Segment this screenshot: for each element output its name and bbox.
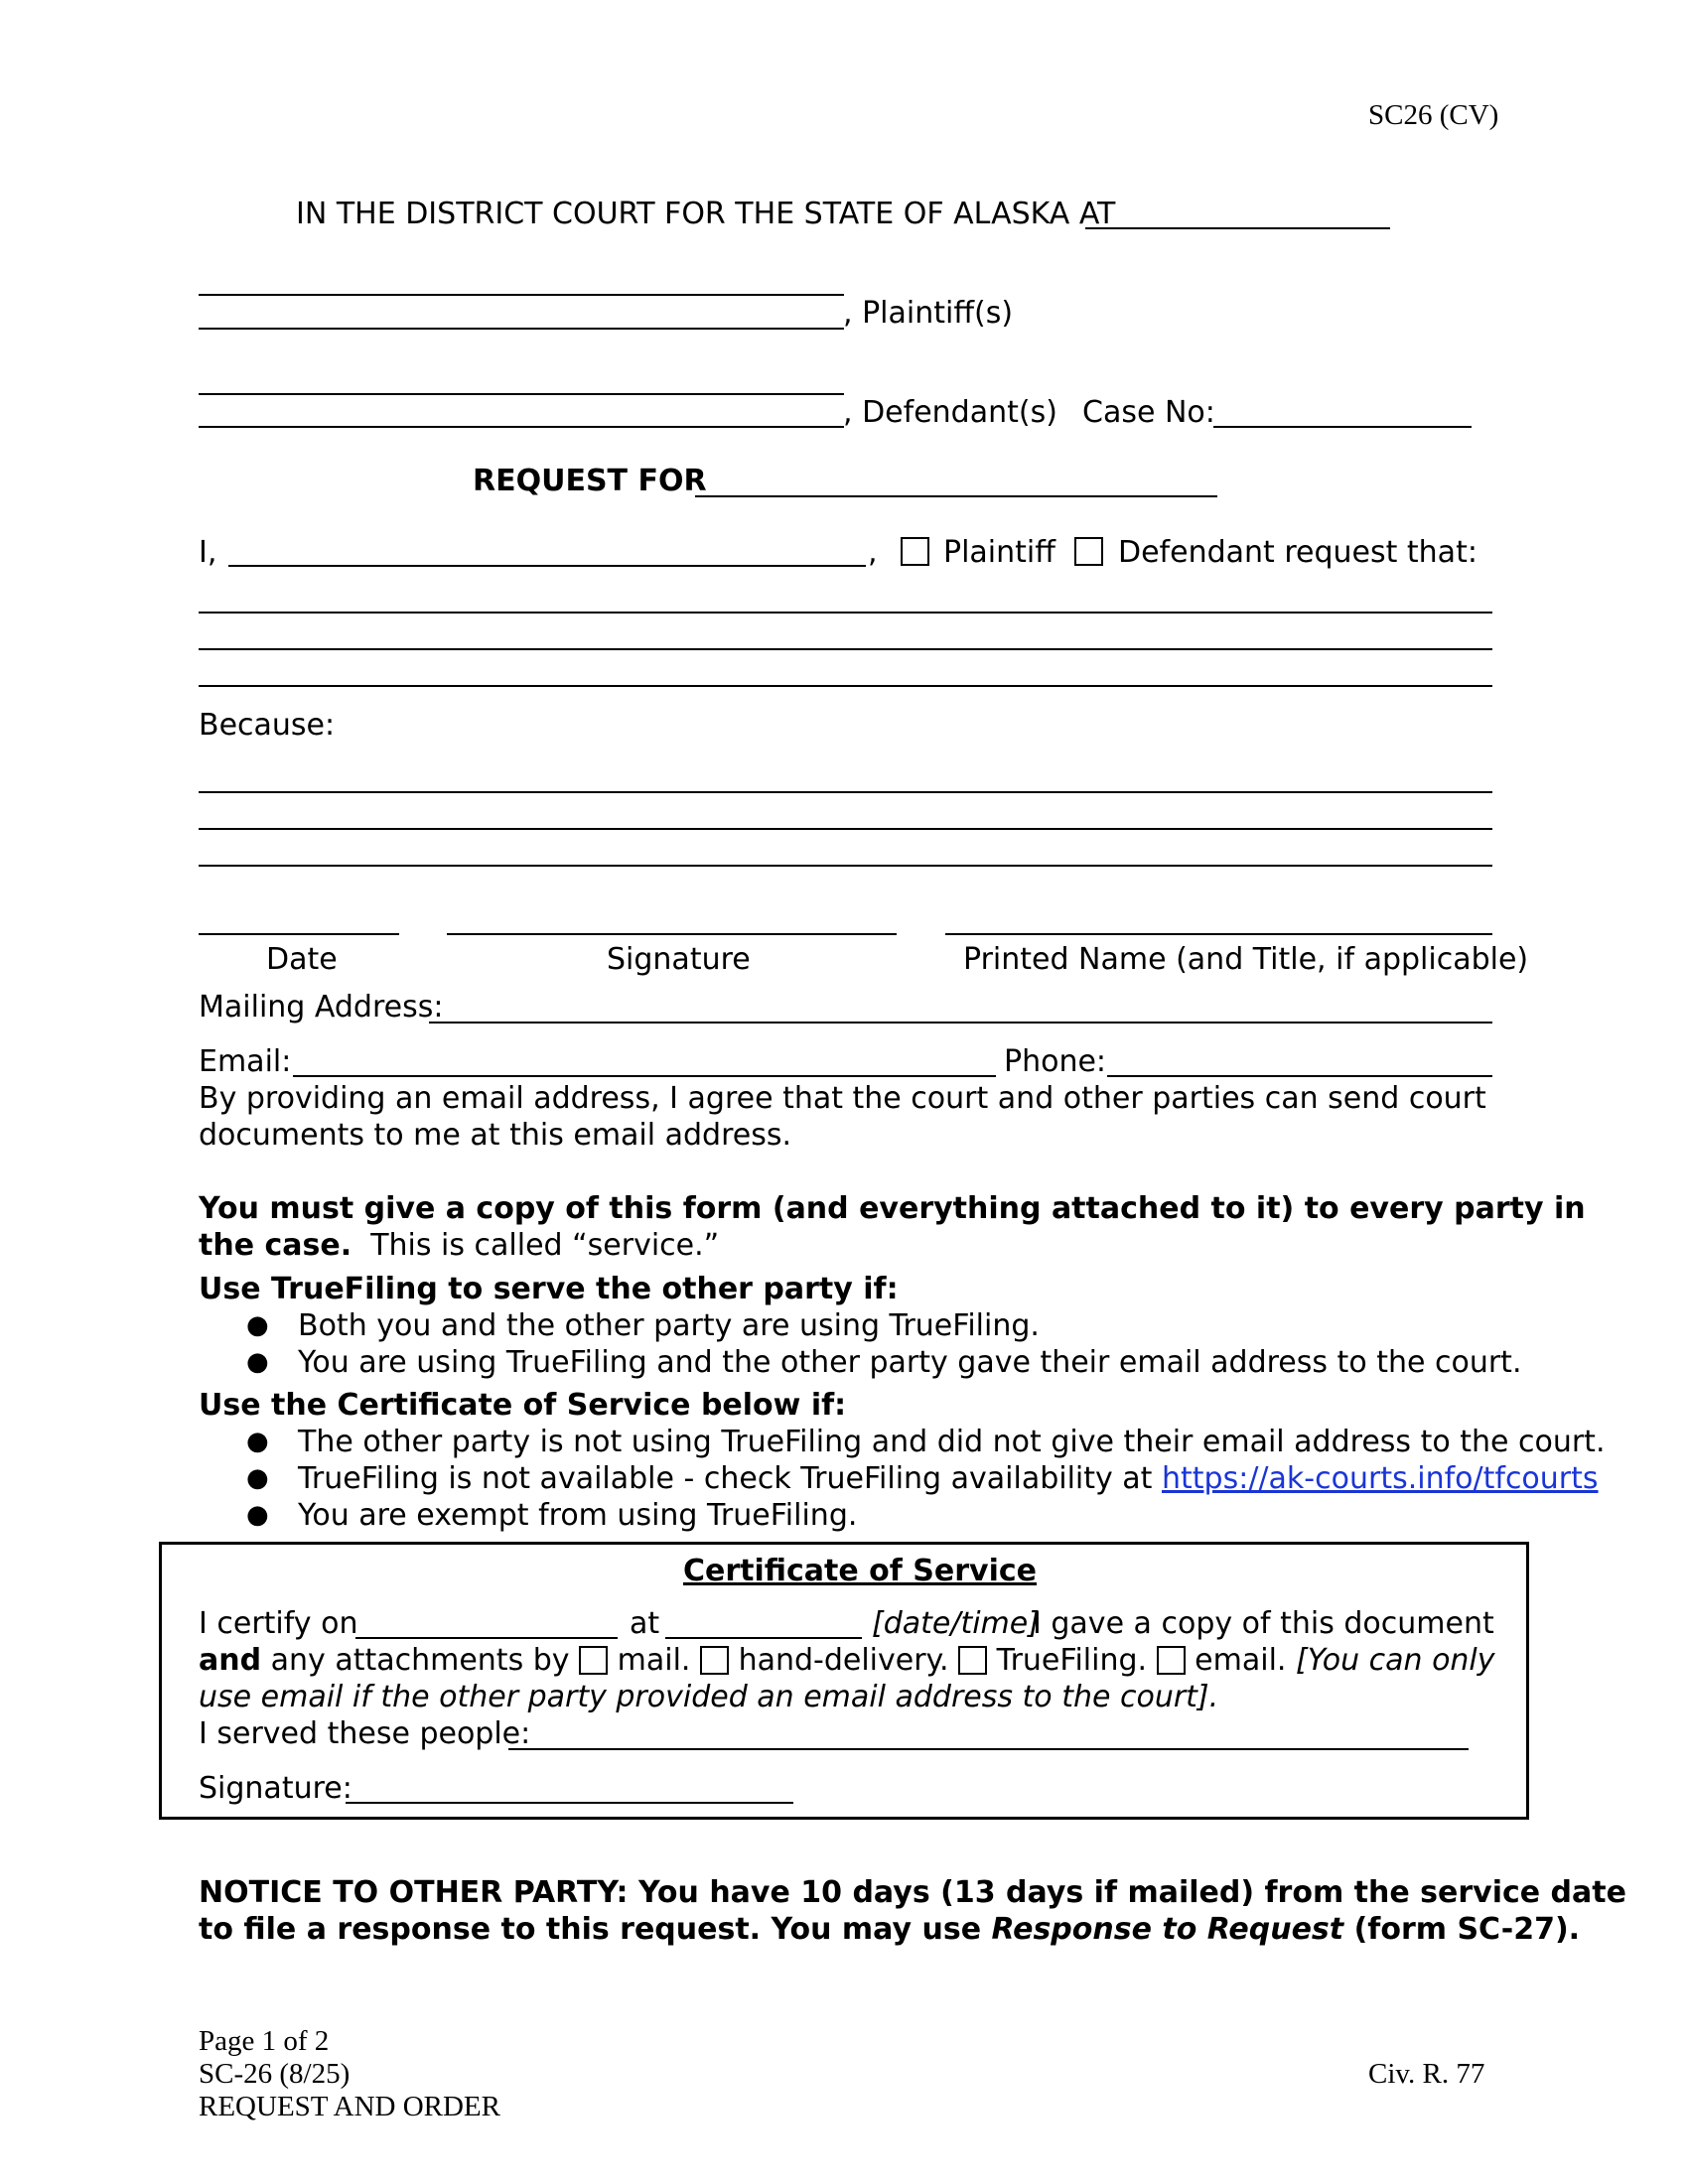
mailing-address-label: Mailing Address: (199, 990, 444, 1024)
request-text-line-1[interactable] (199, 612, 1492, 614)
served-people-field[interactable] (508, 1748, 1469, 1750)
certificate-heading: Use the Certificate of Service below if: (199, 1388, 847, 1423)
hand-delivery-checkbox[interactable] (700, 1646, 729, 1675)
bullet-icon: ● (246, 1427, 269, 1456)
and-text: and (199, 1643, 262, 1678)
page-number: Page 1 of 2 (199, 2025, 330, 2057)
date-time-hint: [date/time] (872, 1606, 1040, 1641)
service-instruction-line-2 (199, 1228, 719, 1263)
certificate-item-3: You are exempt from using TrueFiling. (298, 1498, 858, 1533)
truefiling-link[interactable]: https://ak-courts.info/tfcourts (1162, 1461, 1599, 1496)
plaintiff-label: , Plaintiff(s) (843, 296, 1014, 331)
civil-rule: Civ. R. 77 (1368, 2058, 1485, 2090)
phone-label: Phone: (1004, 1044, 1107, 1079)
defendant-name-line-2[interactable] (199, 426, 844, 428)
certify-on-label: I certify on (199, 1606, 358, 1641)
plaintiff-name-line-2[interactable] (199, 328, 844, 330)
printed-name-label: Printed Name (and Title, if applicable) (963, 942, 1529, 977)
bullet-icon: ● (246, 1310, 269, 1340)
request-text-line-3[interactable] (199, 685, 1492, 687)
gave-copy-text: I gave a copy of this document (1033, 1606, 1494, 1641)
printed-name-field[interactable] (945, 933, 1492, 935)
certificate-item-2 (298, 1461, 1599, 1496)
form-version: SC-26 (8/25) (199, 2058, 351, 2090)
certify-line (199, 1606, 357, 1641)
name-comma: , (868, 535, 878, 570)
phone-field[interactable] (1107, 1075, 1492, 1077)
email-label: Email: (199, 1044, 292, 1079)
at-label: at (630, 1606, 660, 1641)
email-checkbox[interactable] (1157, 1646, 1186, 1675)
response-form-name: Response to Request (991, 1912, 1344, 1947)
certificate-item-2-text: TrueFiling is not available - check TrueFiling availability at (298, 1461, 1153, 1496)
email-consent-line-2: documents to me at this email address. (199, 1118, 792, 1153)
service-instruction-line-1: You must give a copy of this form (and everything attached to it) to every party in (199, 1191, 1586, 1226)
email-field[interactable] (293, 1075, 996, 1077)
because-text-line-3[interactable] (199, 865, 1492, 867)
request-text-line-2[interactable] (199, 648, 1492, 650)
service-method-line (199, 1643, 1495, 1678)
the-case-text: the case. (199, 1228, 352, 1263)
email-option-label: email. (1195, 1643, 1287, 1678)
defendant-name-line-1[interactable] (199, 393, 844, 395)
truefiling-item-1: Both you and the other party are using TrueFiling. (298, 1308, 1040, 1343)
signature-label: Signature (607, 942, 751, 977)
served-people-label: I served these people: (199, 1716, 531, 1751)
plaintiff-option-label: Plaintiff (943, 535, 1055, 570)
defendant-option-label: Defendant request that: (1118, 535, 1477, 570)
notice-line-2-text: to file a response to this request. You may use (199, 1912, 982, 1947)
certify-date-field[interactable] (355, 1637, 618, 1639)
date-label: Date (266, 942, 338, 977)
bullet-icon: ● (246, 1463, 269, 1493)
signature-field[interactable] (447, 933, 897, 935)
requester-name-field[interactable] (228, 565, 866, 567)
hand-delivery-option-label: hand-delivery. (738, 1643, 949, 1678)
mail-checkbox[interactable] (579, 1646, 608, 1675)
form-name: REQUEST AND ORDER (199, 2091, 500, 2122)
request-for-field[interactable] (695, 495, 1217, 497)
email-note-part-1: [You can only (1296, 1643, 1495, 1678)
because-label: Because: (199, 708, 336, 743)
plaintiff-name-line-1[interactable] (199, 294, 844, 296)
bullet-icon: ● (246, 1500, 269, 1530)
case-no-label: Case No: (1082, 395, 1215, 430)
truefiling-option-label: TrueFiling. (996, 1643, 1148, 1678)
certificate-title: Certificate of Service (683, 1554, 1038, 1588)
email-consent-line-1: By providing an email address, I agree that the court and other parties can send court (199, 1081, 1486, 1116)
notice-line-1: NOTICE TO OTHER PARTY: You have 10 days (13 days if mailed) from the service date (199, 1875, 1626, 1910)
certify-time-field[interactable] (665, 1637, 862, 1639)
bullet-icon: ● (246, 1347, 269, 1377)
truefiling-checkbox[interactable] (958, 1646, 987, 1675)
any-attachments-text: any attachments by (270, 1643, 570, 1678)
request-title: REQUEST FOR (473, 464, 707, 498)
form-code: SC26 (CV) (1368, 99, 1499, 131)
because-text-line-1[interactable] (199, 791, 1492, 793)
mail-option-label: mail. (617, 1643, 691, 1678)
notice-line-2 (199, 1912, 1580, 1947)
email-note-part-2: use email if the other party provided an email address to the court]. (199, 1680, 1219, 1714)
truefiling-item-2: You are using TrueFiling and the other party gave their email address to the court. (298, 1345, 1522, 1380)
service-definition-text: This is called “service.” (370, 1228, 720, 1263)
defendant-label: , Defendant(s) (843, 395, 1057, 430)
i-label: I, (199, 535, 217, 570)
date-field[interactable] (199, 933, 399, 935)
defendant-checkbox[interactable] (1074, 537, 1103, 566)
mailing-address-field[interactable] (429, 1022, 1492, 1024)
because-text-line-2[interactable] (199, 828, 1492, 830)
case-no-field[interactable] (1213, 426, 1472, 428)
certificate-signature-field[interactable] (346, 1802, 793, 1804)
truefiling-heading: Use TrueFiling to serve the other party if: (199, 1272, 899, 1306)
court-title: IN THE DISTRICT COURT FOR THE STATE OF ALASKA AT (296, 197, 1116, 231)
response-form-code: (form SC-27). (1353, 1912, 1581, 1947)
plaintiff-checkbox[interactable] (901, 537, 929, 566)
certificate-signature-label: Signature: (199, 1771, 352, 1806)
court-location-field[interactable] (1085, 227, 1390, 229)
certificate-item-1: The other party is not using TrueFiling and did not give their email address to the court. (298, 1425, 1606, 1459)
